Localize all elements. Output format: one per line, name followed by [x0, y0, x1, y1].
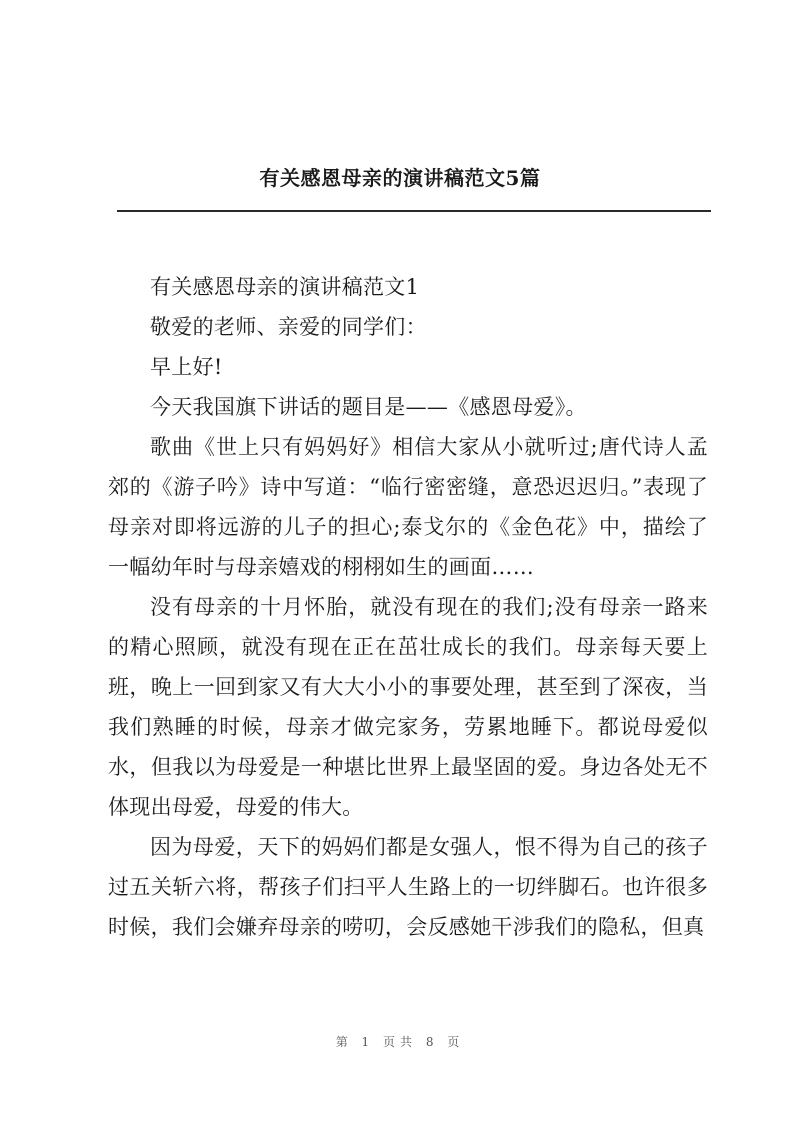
document-body: [108, 267, 708, 947]
page-footer: 第 1 页共 8 页: [335, 1035, 465, 1049]
document-title: 有关感恩母亲的演讲稿范文5篇: [259, 166, 541, 190]
speech-heading: 有关感恩母亲的演讲稿范文1: [150, 275, 420, 299]
topic-paragraph: 今天我国旗下讲话的题目是——《感恩母爱》。: [150, 395, 587, 419]
body-paragraph: 因为母爱，天下的妈妈们都是女强人，恨不得为自己的孩子过五关斩六将，帮孩子们扫平人生路上的一切绊脚石。也许很多时候，我们会嫌弃母亲的唠叨，会反感她干涉我们的隐私，但真: [108, 835, 708, 939]
body-paragraph: 歌曲《世上只有妈妈好》相信大家从小就听过;唐代诗人孟郊的《游子吟》诗中写道：“临行密密缝，意恐迟迟归。”表现了母亲对即将远游的儿子的担心;泰戈尔的《金色花》中，描绘了一幅幼年时与母亲嬉戏的栩栩如生的画面……: [108, 435, 708, 579]
greeting: 早上好!: [150, 355, 223, 379]
salutation: 敬爱的老师、亲爱的同学们：: [150, 315, 427, 339]
body-paragraph: 没有母亲的十月怀胎，就没有现在的我们;没有母亲一路来的精心照顾，就没有现在正在茁壮成长的我们。母亲每天要上班，晚上一回到家又有大大小小的事要处理，甚至到了深夜，当我们熟睡的时候，母亲才做完家务，劳累地睡下。都说母爱似水，但我以为母爱是一种堪比世界上最坚固的爱。身边各处无不体现出母爱，母爱的伟大。: [108, 595, 708, 819]
title-divider: [117, 210, 711, 212]
